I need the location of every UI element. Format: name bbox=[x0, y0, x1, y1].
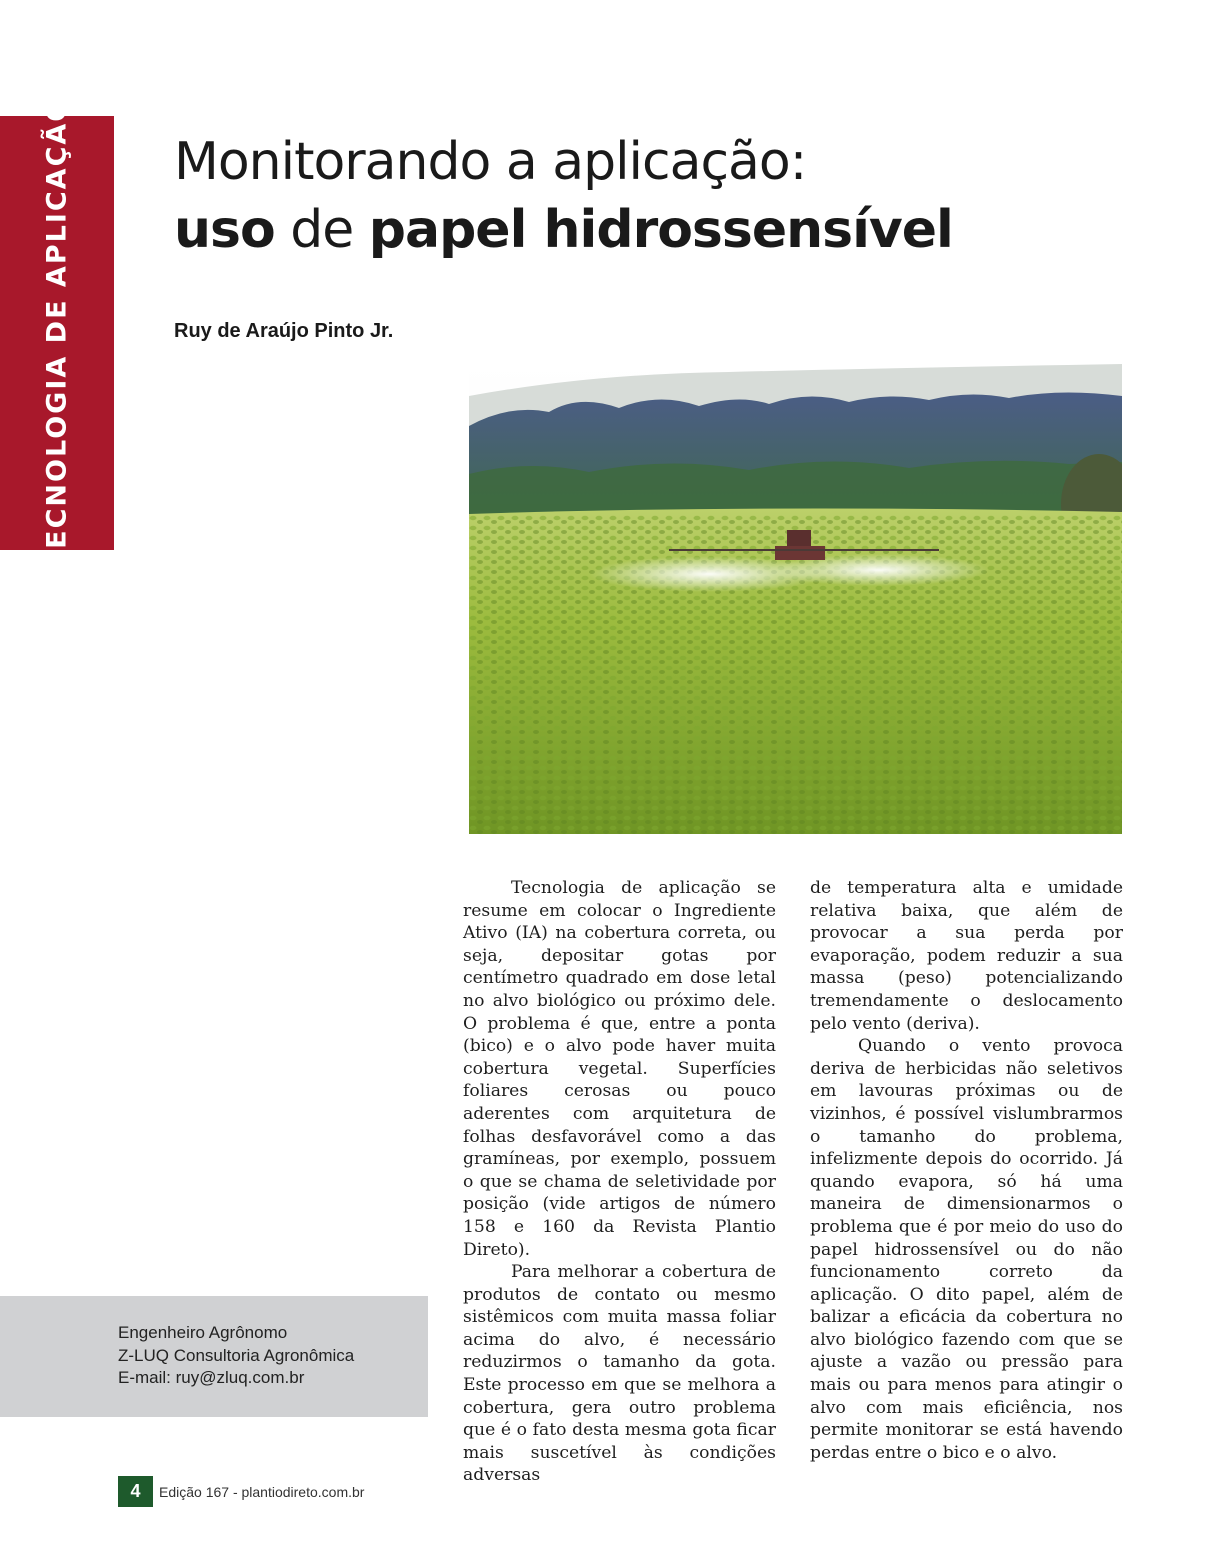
author-info-box bbox=[0, 1296, 428, 1417]
article-photo bbox=[469, 364, 1122, 834]
edition-info: Edição 167 - plantiodireto.com.br bbox=[159, 1483, 365, 1500]
paragraph: Para melhorar a cobertura de produtos de contato ou mesmo sistêmicos com muita massa foliar acima do alvo, é necessário reduzirmos o tamanho da gota. Este processo em que se melhora a cobertura, gera outro problema que é o fato desta mesma gota ficar mais suscetível às condições adversas bbox=[463, 1262, 776, 1486]
article-column-2 bbox=[810, 877, 1123, 1464]
title-emphasis-1: uso bbox=[174, 200, 275, 260]
author-email: E-mail: ruy@zluq.com.br bbox=[118, 1368, 305, 1387]
page-footer bbox=[118, 1476, 364, 1507]
author-company: Z-LUQ Consultoria Agronômica bbox=[118, 1345, 355, 1365]
paragraph: Quando o vento provoca deriva de herbicidas não seletivos em lavouras próximas ou de vizinhos, é possível vislumbrarmos o tamanho do problema, infelizmente depois do ocorrido. Já quando evapora, só há uma maneira de dimensionarmos o problema que é por meio do uso do papel hidrossensível ou do não funcionamento correto da aplicação. O dito papel, além de balizar a eficácia da cobertura no alvo biológico fazendo com que se ajuste a vazão ou pressão para mais ou para menos para atingir o alvo com mais eficiência, nos permite monitorar se está havendo perdas entre o bico e o alvo. bbox=[810, 1036, 1123, 1463]
paragraph: Tecnologia de aplicação se resume em colocar o Ingrediente Ativo (IA) na cobertura correta, ou seja, depositar gotas por centímetro quadrado em dose letal no alvo biológico ou próximo dele. O problema é que, entre a ponta (bico) e o alvo pode haver muita cobertura vegetal. Superfícies foliares cerosas ou pouco aderentes com arquitetura de folhas desfavorável como a das gramíneas, por exemplo, possuem o que se chama de seletividade por posição (vide artigos de número 158 e 160 da Revista Plantio Direto). bbox=[463, 878, 776, 1260]
title-line-1: Monitorando a aplicação: bbox=[174, 132, 807, 192]
article-title bbox=[174, 128, 953, 264]
article-column-1 bbox=[463, 877, 776, 1487]
page-number: 4 bbox=[118, 1476, 153, 1507]
author-byline: Ruy de Araújo Pinto Jr. bbox=[174, 320, 394, 342]
author-title: Engenheiro Agrônomo bbox=[118, 1323, 288, 1342]
section-tab bbox=[0, 96, 114, 570]
paragraph: de temperatura alta e umidade relativa baixa, que além de provocar a sua perda por evaporação, podem reduzir a sua massa (peso) potencializando tremendamente o deslocamento pelo vento (deriva). bbox=[810, 878, 1123, 1034]
title-connector: de bbox=[274, 200, 369, 260]
section-label: TECNOLOGIA DE APLICAÇÃO bbox=[41, 96, 73, 570]
title-emphasis-2: papel hidrossensível bbox=[368, 200, 953, 260]
